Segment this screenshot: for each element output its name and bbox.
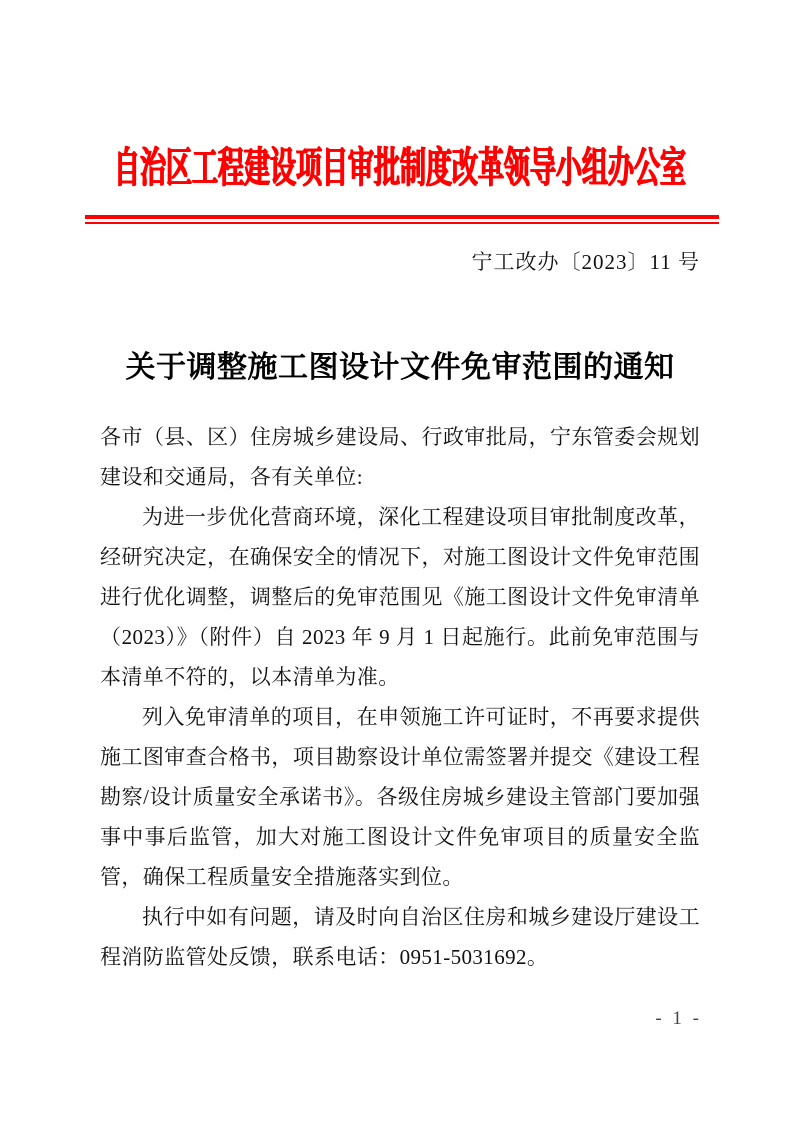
paragraph: 为进一步优化营商环境，深化工程建设项目审批制度改革，经研究决定，在确保安全的情况下，对施工图设计文件免审范围进行优化调整，调整后的免审范围见《施工图设计文件免审清单（2023）》（附件）自 2023 年 9 月 1 日起施行。此前免审范围与本清单不符的，以本清单为准。 xyxy=(100,505,700,689)
letterhead-title: 自治区工程建设项目审批制度改革领导小组办公室 xyxy=(113,144,686,192)
paragraph: 列入免审清单的项目，在申领施工许可证时，不再要求提供施工图审查合格书，项目勘察设计单位需签署并提交《建设工程勘察/设计质量安全承诺书》。各级住房城乡建设主管部门要加强事中事后监管，加大对施工图设计文件免审项目的质量安全监管，确保工程质量安全措施落实到位。 xyxy=(100,705,700,889)
letterhead-divider xyxy=(85,215,719,224)
document-body xyxy=(100,417,700,977)
paragraph: 各市（县、区）住房城乡建设局、行政审批局，宁东管委会规划建设和交通局，各有关单位: xyxy=(100,425,700,489)
document-title: 关于调整施工图设计文件免审范围的通知 xyxy=(125,351,675,384)
document-number: 宁工改办〔2023〕11 号 xyxy=(471,250,700,274)
divider-thin-line xyxy=(85,222,719,224)
page-number: - 1 - xyxy=(655,1008,702,1029)
paragraph: 执行中如有问题，请及时向自治区住房和城乡建设厅建设工程消防监管处反馈，联系电话：0951-5031692。 xyxy=(100,905,700,969)
